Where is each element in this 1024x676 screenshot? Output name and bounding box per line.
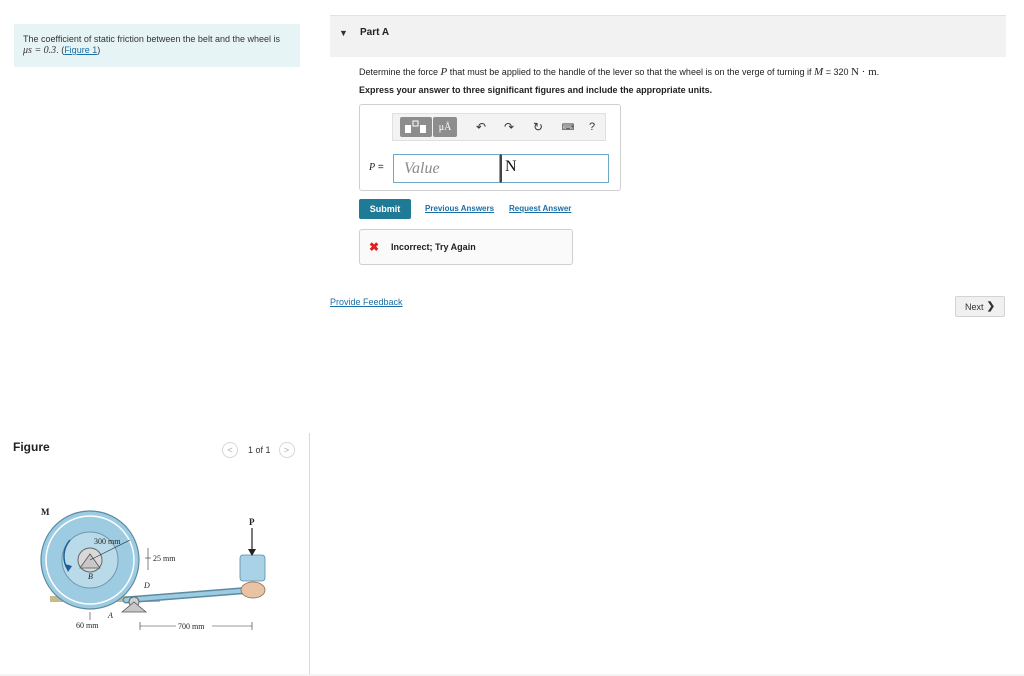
answer-variable: P: [369, 162, 376, 173]
equation-toolbar: [392, 113, 606, 141]
part-header[interactable]: [330, 15, 1006, 57]
units-button[interactable]: μÅ: [433, 117, 457, 137]
unit-input[interactable]: N: [500, 154, 609, 183]
keyboard-icon[interactable]: ⌨: [561, 121, 575, 132]
hand: [241, 582, 265, 598]
panel-divider: [309, 433, 310, 676]
label-radius: 300 mm: [94, 537, 121, 546]
intro-period: . (: [56, 45, 65, 55]
previous-answers-link[interactable]: Previous Answers: [425, 204, 495, 213]
templates-icon[interactable]: [400, 117, 432, 137]
question-text-before: Determine the force: [359, 67, 441, 77]
figure-link[interactable]: Figure 1: [64, 45, 98, 55]
answer-variable-label: [369, 162, 384, 173]
value-input[interactable]: [393, 154, 500, 183]
moment-variable: M: [814, 66, 824, 78]
figure-pagination: [222, 442, 295, 458]
label-contact: D: [144, 581, 150, 590]
problem-intro: [14, 24, 300, 67]
answer-box: [359, 104, 621, 191]
caret-down-icon[interactable]: ▼: [339, 28, 348, 38]
question-text: [359, 66, 879, 78]
label-pivot: A: [108, 611, 113, 620]
undo-icon[interactable]: ↶: [475, 120, 487, 134]
part-title[interactable]: Part A: [360, 27, 390, 38]
mu-symbol: μs: [23, 45, 32, 56]
label-hub: B: [88, 572, 93, 581]
reset-icon[interactable]: ↻: [532, 120, 544, 134]
intro-close: ): [97, 45, 101, 55]
feedback-box: [359, 229, 573, 265]
next-label: Next: [965, 301, 984, 312]
answer-equals: =: [375, 162, 384, 173]
label-base: 60 mm: [76, 621, 99, 630]
moment-unit: N · m: [850, 66, 877, 78]
next-button[interactable]: [955, 296, 1005, 317]
pivot-support: [122, 602, 146, 612]
figure-page-indicator: 1 of 1: [248, 445, 271, 455]
label-force: P: [249, 517, 255, 527]
chevron-right-icon[interactable]: >: [279, 442, 295, 458]
left-panel: [0, 0, 309, 676]
hand-sleeve: [240, 555, 265, 581]
label-offset: 25 mm: [153, 554, 176, 563]
x-mark-icon: ✖: [369, 240, 380, 254]
intro-text: The coefficient of static friction between the belt and the wheel is: [23, 34, 280, 44]
label-moment: M: [41, 507, 50, 517]
figure-title: Figure: [13, 440, 50, 454]
request-answer-link[interactable]: Request Answer: [509, 204, 572, 213]
label-lever: 700 mm: [178, 622, 205, 631]
moment-value: = 320: [823, 67, 851, 77]
question-text-end: .: [876, 67, 880, 77]
belt-wheel-figure: [30, 500, 280, 640]
chevron-right-icon: ❯: [986, 301, 995, 312]
provide-feedback-link[interactable]: Provide Feedback: [330, 297, 403, 307]
help-icon[interactable]: ?: [588, 121, 596, 133]
chevron-left-icon[interactable]: <: [222, 442, 238, 458]
answer-instruction: Express your answer to three significant figures and include the appropriate units.: [359, 85, 713, 95]
question-text-middle: that must be applied to the handle of the lever so that the wheel is on the verge of turning if: [447, 67, 815, 77]
mu-value: = 0.3: [34, 45, 57, 56]
feedback-message: Incorrect; Try Again: [391, 242, 476, 252]
force-variable: P: [440, 66, 448, 78]
redo-icon[interactable]: ↷: [503, 120, 515, 134]
submit-button[interactable]: Submit: [359, 199, 411, 219]
